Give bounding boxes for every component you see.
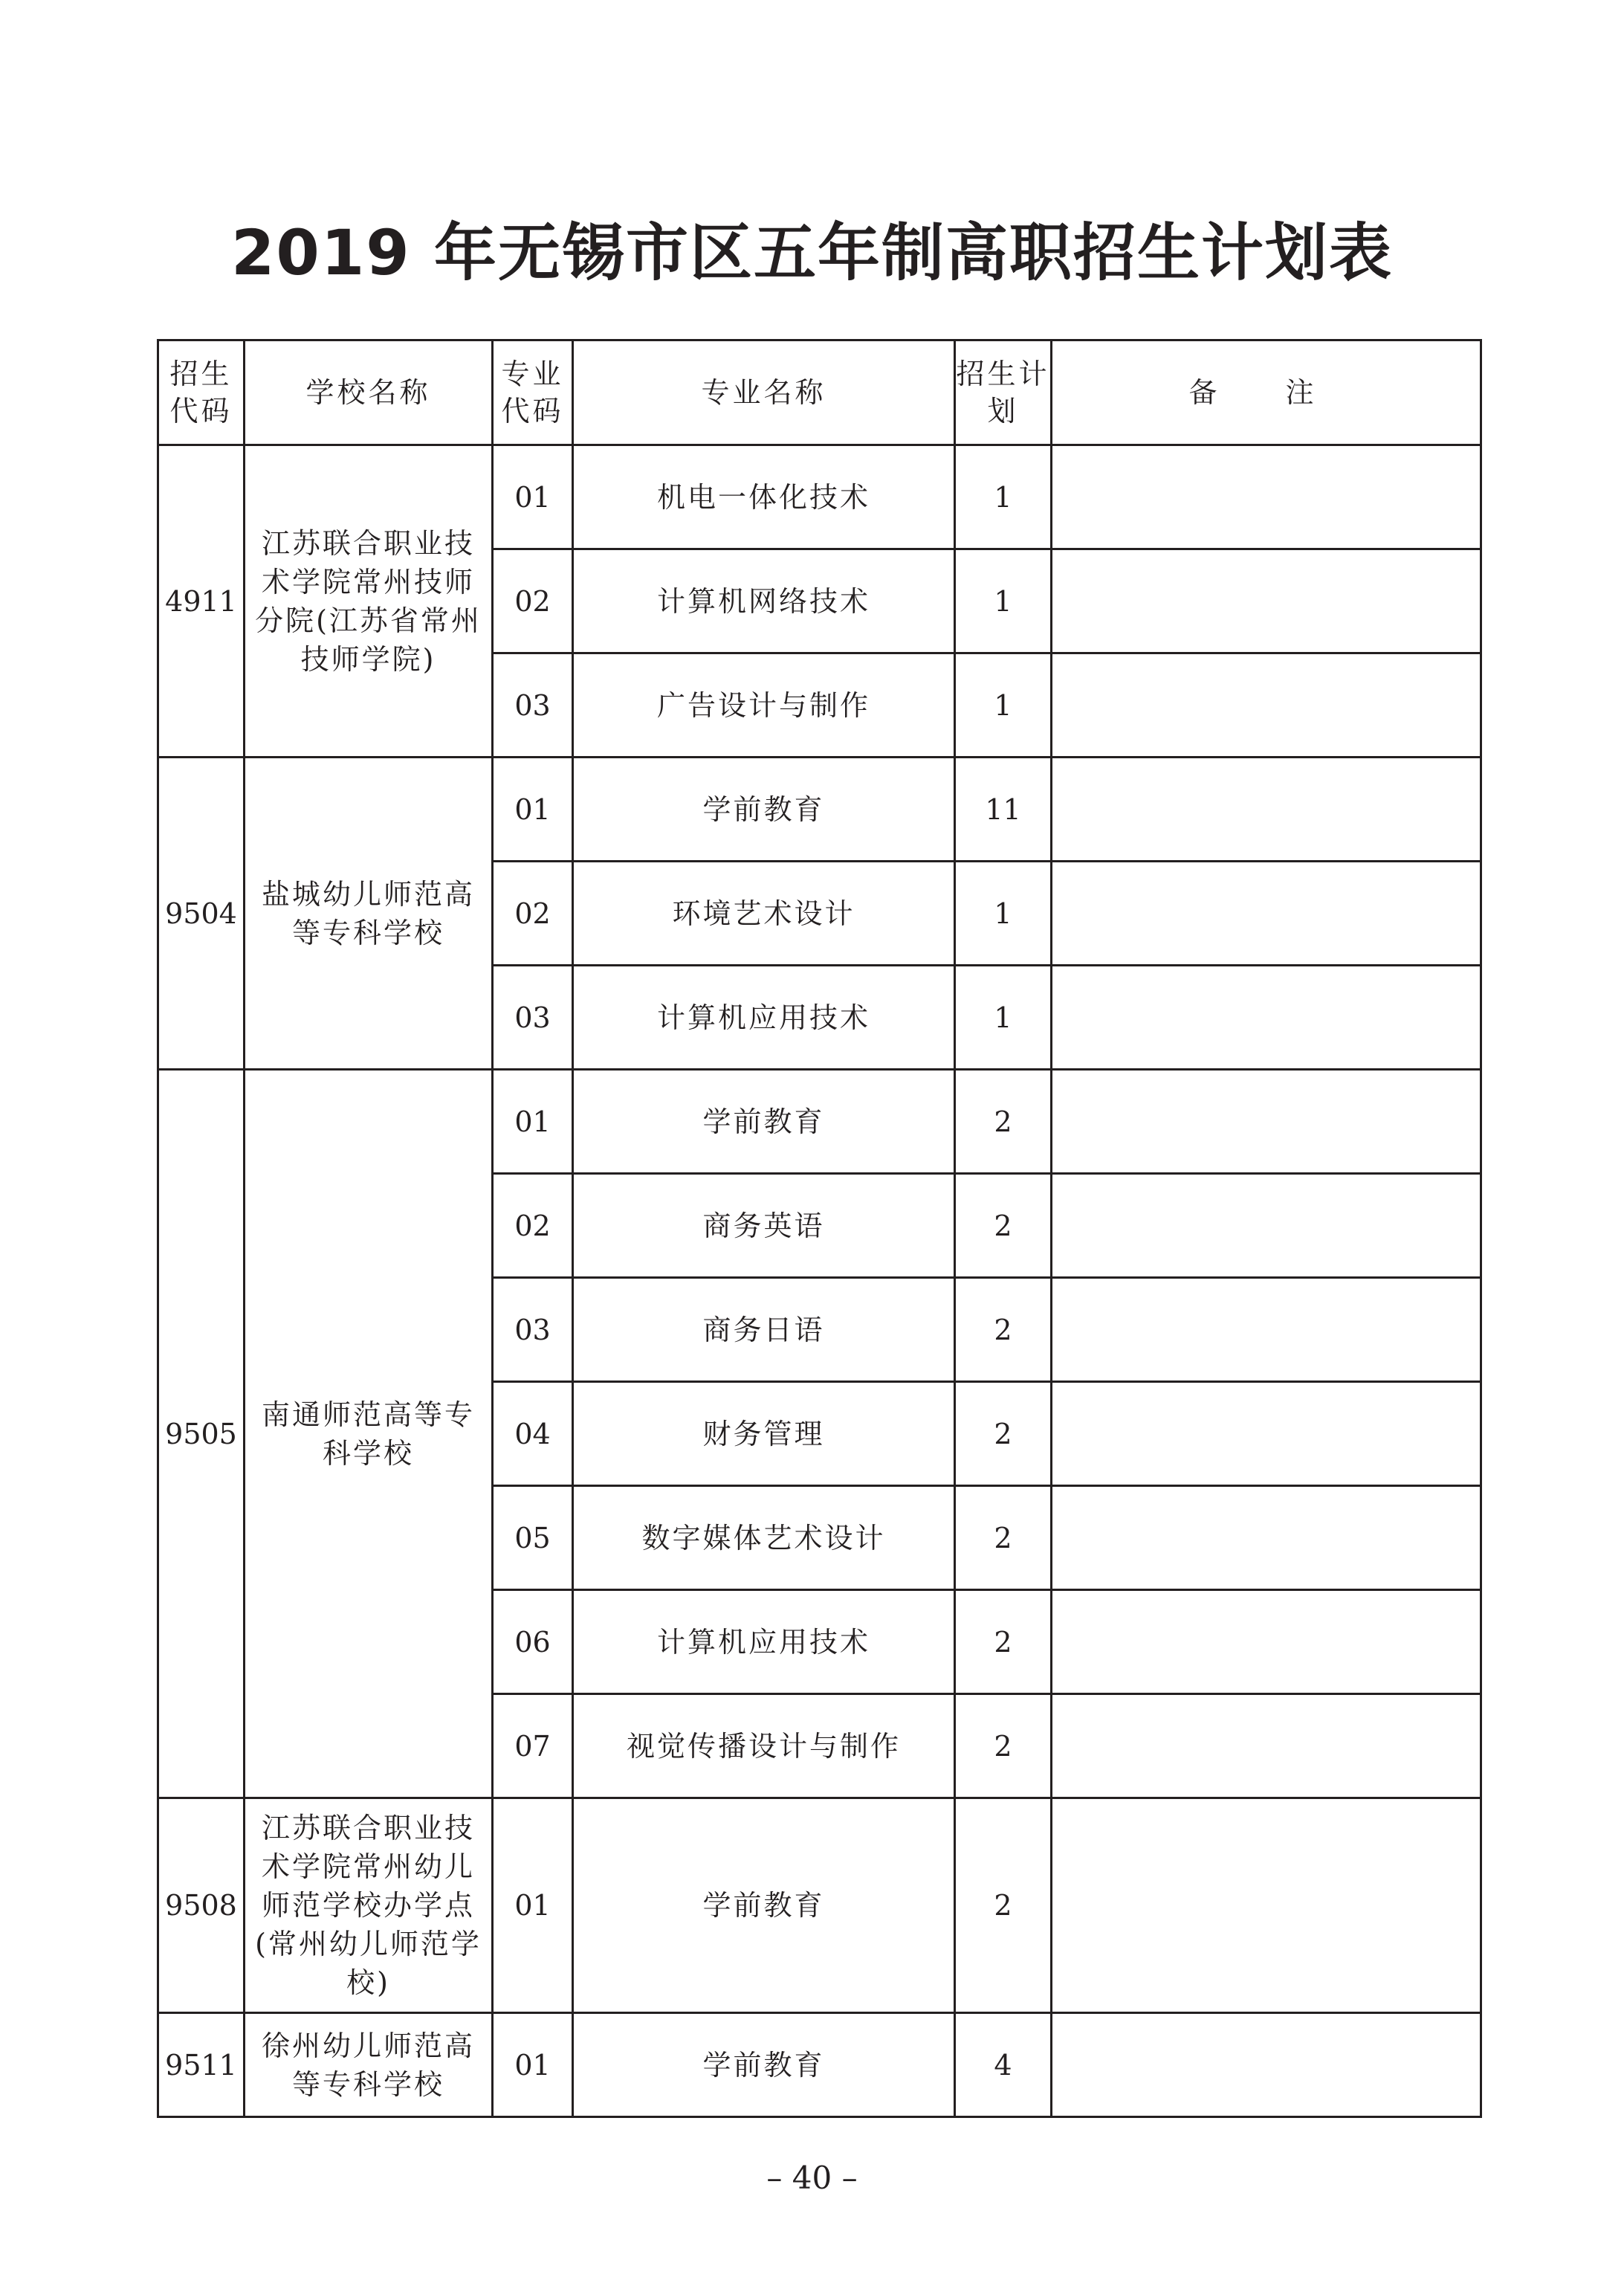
major-name-cell: 学前教育 <box>573 758 955 862</box>
plan-cell: 1 <box>955 549 1052 653</box>
remark-cell <box>1052 653 1481 758</box>
major-name-cell: 财务管理 <box>573 1382 955 1486</box>
major-code-cell: 04 <box>493 1382 573 1486</box>
major-code-cell: 03 <box>493 1278 573 1382</box>
school-name-cell: 徐州幼儿师范高等专科学校 <box>245 2013 493 2117</box>
school-code-cell: 4911 <box>158 445 245 758</box>
table-row <box>158 2013 1481 2117</box>
plan-cell: 11 <box>955 758 1052 862</box>
major-code-cell: 06 <box>493 1590 573 1694</box>
plan-cell: 4 <box>955 2013 1052 2117</box>
major-name-cell: 商务英语 <box>573 1174 955 1278</box>
major-name-cell: 环境艺术设计 <box>573 862 955 966</box>
plan-cell: 2 <box>955 1382 1052 1486</box>
header-major-name: 专业名称 <box>573 340 955 445</box>
major-name-cell: 机电一体化技术 <box>573 445 955 549</box>
major-name-cell: 广告设计与制作 <box>573 653 955 758</box>
major-name-cell: 学前教育 <box>573 1070 955 1174</box>
major-code-cell: 01 <box>493 1798 573 2013</box>
remark-cell <box>1052 549 1481 653</box>
remark-cell <box>1052 2013 1481 2117</box>
plan-cell: 1 <box>955 966 1052 1070</box>
major-code-cell: 03 <box>493 653 573 758</box>
major-code-cell: 02 <box>493 1174 573 1278</box>
header-remarks: 备 注 <box>1052 340 1481 445</box>
remark-cell <box>1052 1174 1481 1278</box>
remark-cell <box>1052 1278 1481 1382</box>
remark-cell <box>1052 1694 1481 1798</box>
page-number: – 40 – <box>766 2160 858 2196</box>
header-school-name: 学校名称 <box>245 340 493 445</box>
plan-cell: 2 <box>955 1590 1052 1694</box>
school-name-cell: 盐城幼儿师范高等专科学校 <box>245 758 493 1070</box>
major-code-cell: 02 <box>493 549 573 653</box>
major-code-cell: 07 <box>493 1694 573 1798</box>
table-row <box>158 1070 1481 1174</box>
major-name-cell: 数字媒体艺术设计 <box>573 1486 955 1590</box>
remark-cell <box>1052 862 1481 966</box>
table-row <box>158 758 1481 862</box>
school-code-cell: 9508 <box>158 1798 245 2013</box>
major-code-cell: 03 <box>493 966 573 1070</box>
header-enroll-code: 招生代码 <box>158 340 245 445</box>
plan-cell: 2 <box>955 1070 1052 1174</box>
plan-cell: 1 <box>955 862 1052 966</box>
remark-cell <box>1052 758 1481 862</box>
remark-cell <box>1052 445 1481 549</box>
school-code-cell: 9505 <box>158 1070 245 1798</box>
major-code-cell: 02 <box>493 862 573 966</box>
school-name-cell: 南通师范高等专科学校 <box>245 1070 493 1798</box>
major-code-cell: 01 <box>493 2013 573 2117</box>
page-title: 2019 年无锡市区五年制高职招生计划表 <box>230 216 1394 289</box>
major-name-cell: 学前教育 <box>573 1798 955 2013</box>
plan-cell: 1 <box>955 653 1052 758</box>
school-code-cell: 9511 <box>158 2013 245 2117</box>
header-plan: 招生计划 <box>955 340 1052 445</box>
remark-cell <box>1052 1590 1481 1694</box>
school-name-cell: 江苏联合职业技术学院常州技师分院(江苏省常州技师学院) <box>245 445 493 758</box>
table-body <box>158 445 1481 2117</box>
table-row <box>158 445 1481 549</box>
plan-cell: 2 <box>955 1174 1052 1278</box>
enrollment-plan-table <box>157 339 1482 2118</box>
remark-cell <box>1052 966 1481 1070</box>
major-code-cell: 05 <box>493 1486 573 1590</box>
major-name-cell: 计算机网络技术 <box>573 549 955 653</box>
major-name-cell: 视觉传播设计与制作 <box>573 1694 955 1798</box>
plan-cell: 1 <box>955 445 1052 549</box>
header-major-code: 专业代码 <box>493 340 573 445</box>
major-name-cell: 商务日语 <box>573 1278 955 1382</box>
major-code-cell: 01 <box>493 1070 573 1174</box>
major-name-cell: 计算机应用技术 <box>573 1590 955 1694</box>
table-header-row <box>158 340 1481 445</box>
plan-cell: 2 <box>955 1278 1052 1382</box>
major-name-cell: 计算机应用技术 <box>573 966 955 1070</box>
major-code-cell: 01 <box>493 758 573 862</box>
remark-cell <box>1052 1486 1481 1590</box>
major-code-cell: 01 <box>493 445 573 549</box>
plan-cell: 2 <box>955 1694 1052 1798</box>
table-row <box>158 1798 1481 2013</box>
school-name-cell: 江苏联合职业技术学院常州幼儿师范学校办学点(常州幼儿师范学校) <box>245 1798 493 2013</box>
school-code-cell: 9504 <box>158 758 245 1070</box>
remark-cell <box>1052 1070 1481 1174</box>
major-name-cell: 学前教育 <box>573 2013 955 2117</box>
remark-cell <box>1052 1798 1481 2013</box>
remark-cell <box>1052 1382 1481 1486</box>
plan-cell: 2 <box>955 1798 1052 2013</box>
plan-cell: 2 <box>955 1486 1052 1590</box>
